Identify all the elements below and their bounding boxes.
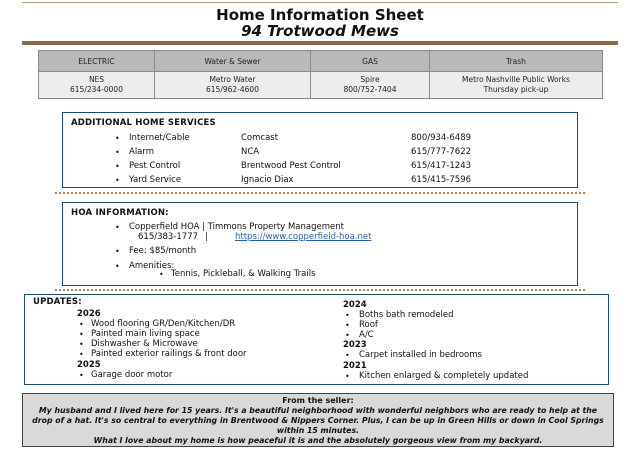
update-item: Carpet installed in bedrooms bbox=[359, 350, 482, 360]
service-phone: 800/934-6489 bbox=[411, 133, 472, 143]
bullet: • bbox=[115, 223, 120, 232]
updates-box bbox=[24, 294, 609, 385]
page-title: Home Information Sheet bbox=[216, 6, 424, 24]
services-box bbox=[62, 112, 578, 188]
service-provider: Ignacio Diax bbox=[241, 175, 294, 185]
utility-cell-gas bbox=[311, 72, 430, 99]
update-item: Dishwasher & Microwave bbox=[91, 339, 198, 349]
hoa-amenities-label: Amenities: bbox=[129, 261, 175, 271]
bullet: • bbox=[115, 176, 120, 185]
service-provider: Brentwood Pest Control bbox=[241, 161, 341, 171]
title-rule-thin-top bbox=[22, 2, 618, 3]
bullet: • bbox=[79, 330, 84, 339]
bullet: • bbox=[115, 162, 120, 171]
hoa-box bbox=[62, 202, 578, 286]
utility-provider: NES bbox=[88, 75, 105, 84]
bullet: • bbox=[159, 270, 164, 279]
service-phone: 615/415-7596 bbox=[411, 175, 472, 185]
utility-cell-electric bbox=[39, 72, 155, 99]
bullet: • bbox=[79, 371, 84, 380]
update-year: 2021 bbox=[343, 361, 367, 371]
utility-detail: 800/752-7404 bbox=[343, 85, 397, 94]
update-item: Roof bbox=[359, 320, 378, 330]
bullet: • bbox=[345, 321, 350, 330]
hoa-separator: | bbox=[205, 232, 208, 242]
utilities-table bbox=[38, 50, 603, 99]
utility-cell-trash bbox=[430, 72, 603, 99]
hoa-website-link[interactable]: https://www.copperfield-hoa.net bbox=[235, 232, 372, 242]
utilities-header-row bbox=[39, 51, 603, 72]
service-provider: Comcast bbox=[241, 133, 279, 143]
utility-provider: Metro Nashville Public Works bbox=[462, 75, 570, 84]
update-item: Kitchen enlarged & completely updated bbox=[359, 371, 529, 381]
update-item: Painted main living space bbox=[91, 329, 200, 339]
bullet: • bbox=[79, 340, 84, 349]
update-item: Wood flooring GR/Den/Kitchen/DR bbox=[91, 319, 236, 329]
utility-header-gas: GAS bbox=[311, 51, 430, 72]
update-year: 2025 bbox=[77, 360, 101, 370]
utility-provider: Metro Water bbox=[209, 75, 256, 84]
utility-provider: Spire bbox=[360, 75, 380, 84]
bullet: • bbox=[79, 320, 84, 329]
utility-header-trash: Trash bbox=[430, 51, 603, 72]
seller-note-box bbox=[22, 393, 614, 447]
update-item: Painted exterior railings & front door bbox=[91, 349, 247, 359]
dotted-separator bbox=[55, 192, 585, 194]
hoa-amenities: Tennis, Pickleball, & Walking Trails bbox=[171, 269, 316, 279]
utility-header-water: Water & Sewer bbox=[155, 51, 311, 72]
hoa-name: Copperfield HOA | Timmons Property Management bbox=[129, 222, 344, 232]
bullet: • bbox=[345, 331, 350, 340]
update-year: 2026 bbox=[77, 309, 101, 319]
hoa-fee: Fee: $85/month bbox=[129, 246, 197, 256]
services-heading: ADDITIONAL HOME SERVICES bbox=[71, 118, 216, 128]
service-type: Alarm bbox=[129, 147, 155, 157]
hoa-phone: 615/383-1777 bbox=[138, 232, 199, 242]
bullet: • bbox=[345, 372, 350, 381]
utilities-value-row bbox=[39, 72, 603, 99]
service-phone: 615/777-7622 bbox=[411, 147, 472, 157]
updates-heading: UPDATES: bbox=[33, 297, 82, 307]
utility-detail: 615/962-4600 bbox=[206, 85, 259, 94]
service-provider: NCA bbox=[241, 147, 260, 157]
seller-paragraph-2: What I love about my home is how peaceful it is and the absolutely gorgeous view from my backyard. bbox=[93, 436, 543, 445]
utility-detail: Thursday pick-up bbox=[483, 85, 549, 94]
update-item: A/C bbox=[359, 330, 374, 340]
update-year: 2024 bbox=[343, 300, 367, 310]
service-type: Pest Control bbox=[129, 161, 181, 171]
update-item: Boths bath remodeled bbox=[359, 310, 454, 320]
service-type: Yard Service bbox=[129, 175, 182, 185]
address-subtitle: 94 Trotwood Mews bbox=[241, 22, 399, 40]
update-item: Garage door motor bbox=[91, 370, 173, 380]
utility-header-electric: ELECTRIC bbox=[39, 51, 155, 72]
bullet: • bbox=[115, 262, 120, 271]
utility-cell-water bbox=[155, 72, 311, 99]
title-rule-thick bbox=[22, 41, 618, 45]
bullet: • bbox=[79, 350, 84, 359]
seller-heading: From the seller: bbox=[282, 396, 354, 405]
bullet: • bbox=[115, 148, 120, 157]
update-year: 2023 bbox=[343, 340, 367, 350]
bullet: • bbox=[345, 351, 350, 360]
service-phone: 615/417-1243 bbox=[411, 161, 472, 171]
utility-detail: 615/234-0000 bbox=[70, 85, 123, 94]
bullet: • bbox=[115, 134, 120, 143]
bullet: • bbox=[115, 247, 120, 256]
dotted-separator bbox=[55, 289, 585, 291]
bullet: • bbox=[345, 311, 350, 320]
seller-paragraph: My husband and I lived here for 15 years. It's a beautiful neighborhood with wonderful neighbors who are ready to help at the drop of a hat. It's so central to everything in Brentwood & Nippers Corner. Plus, I can be up in Green Hills or down in Cool Springs within 15 minutes. bbox=[32, 406, 604, 435]
hoa-heading: HOA INFORMATION: bbox=[71, 208, 169, 218]
service-type: Internet/Cable bbox=[129, 133, 190, 143]
